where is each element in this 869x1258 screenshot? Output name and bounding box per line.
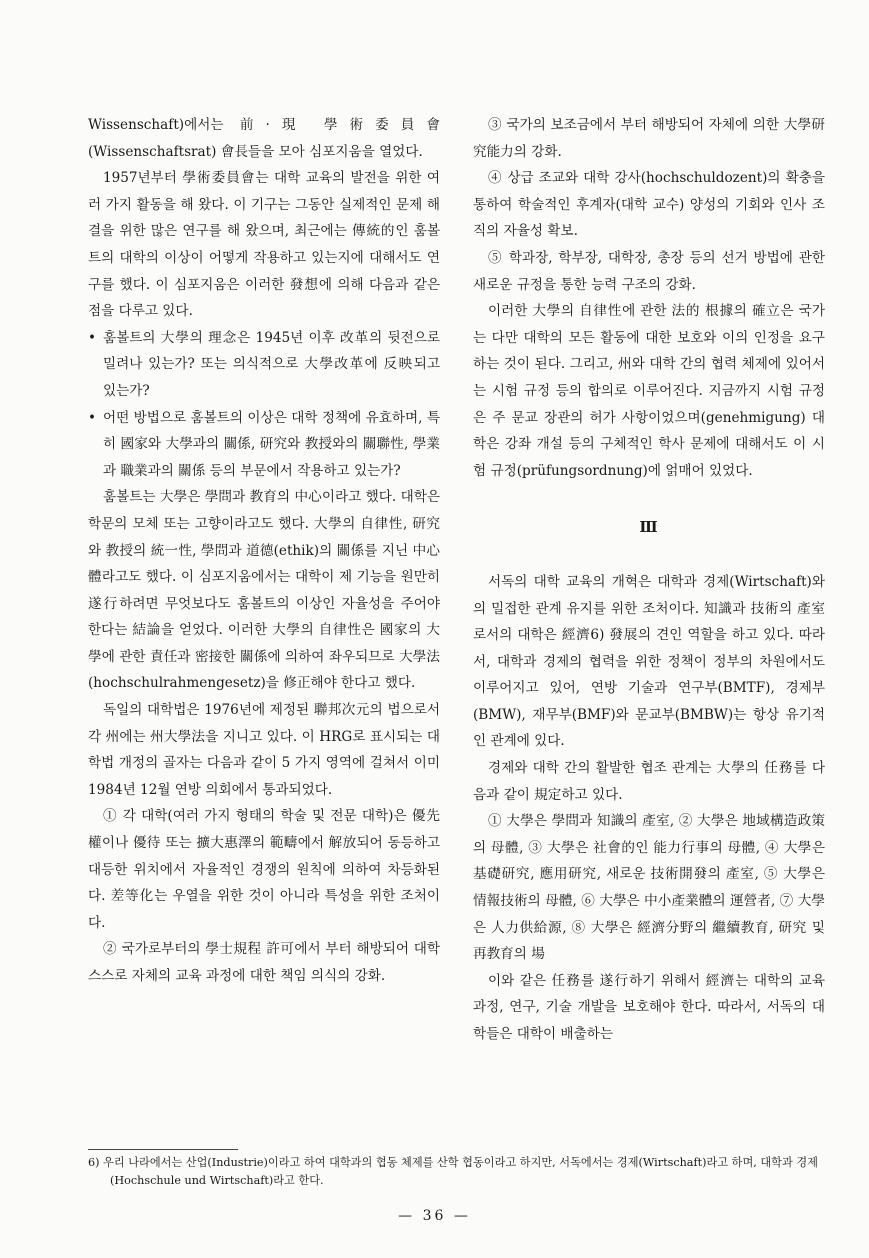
list-paragraph: ⑤ 학과장, 학부장, 대학장, 총장 등의 선거 방법에 관한 새로운 규정을 통한 능력 구조의 강화.	[473, 249, 825, 293]
footnote-divider	[88, 1149, 238, 1150]
list-paragraph: ① 大學은 學問과 知識의 產室, ② 大學은 地域構造政策의 母體, ③ 大學은 社會的인 能力行事의 母體, ④ 大學은 基礎研究, 應用研究, 새로운 技術開發의 產室, ⑤ 大學은 情報技術의 母體, ⑥ 大學은 中小產業體의 運營者, ⑦ 大學은 人力供給源, ⑧ 大學은 經濟分野의 繼續教育, 研究 및 再教育의 場	[473, 813, 825, 963]
bullet-item: • 어떤 방법으로 훔볼트의 이상은 대학 정책에 유효하며, 특히 國家와 大學과의 關係, 研究와 教授와의 關聯性, 學業과 職業과의 關係 등의 부문에서 작용하고 있는가?	[88, 405, 440, 485]
list-paragraph: ③ 국가의 보조금에서 부터 해방되어 자체에 의한 大學研究能力의 강화.	[473, 117, 825, 160]
page-number: — 36 —	[398, 1208, 471, 1224]
paragraph: 독일의 대학법은 1976년에 제정된 聯邦次元의 법으로서 각 州에는 州大學法을 지니고 있다. 이 HRG로 표시되는 대학법 개정의 골자는 다음과 같이 5 가지 영역에 걸쳐서 이미 1984년 12월 연방 의회에서 통과되었다.	[88, 702, 440, 798]
paragraph: 이러한 大學의 自律性에 관한 法的 根據의 確立은 국가는 다만 대학의 모든 활동에 대한 보호와 이의 인정을 요구하는 것이 된다. 그리고, 州와 대학 간의 협력 체제에 있어서는 시험 규정 등의 합의로 이루어진다. 지금까지 시험 규정은 주 문교 장관의 허가 사항이었으며(genehmigung) 대학은 강좌 개설 등의 구체적인 학사 문제에 대해서도 이 시험 규정(prüfungsordnung)에 얽매어 있었다.	[473, 303, 825, 479]
paragraph: 이와 같은 任務를 遂行하기 위해서 經濟는 대학의 교육 과정, 연구, 기술 개발을 보호해야 한다. 따라서, 서독의 대학들은 대학이 배출하는	[473, 972, 825, 1042]
list-paragraph: ① 각 대학(여러 가지 형태의 학술 및 전문 대학)은 優先權이나 優待 또는 擴大惠澤의 範疇에서 解放되어 동등하고 대등한 위치에서 자율적인 경쟁의 원칙에 의하여 차등화된다. 差等化는 우열을 위한 것이 아니라 특성을 위한 조처이다.	[88, 808, 440, 931]
bullet-item: • 훔볼트의 大學의 理念은 1945년 이후 改革의 뒷전으로 밀려나 있는가? 또는 의식적으로 大學改革에 反映되고 있는가?	[88, 325, 440, 405]
paragraph: 훔볼트는 大學은 學問과 教育의 中心이라고 했다. 대학은 학문의 모체 또는 고향이라고도 했다. 大學의 自律性, 研究와 教授의 統一性, 學問과 道德(ethik)의 關係를 지닌 中心體라고도 했다. 이 심포지움에서는 대학이 제 기능을 원만히 遂行하려면 무엇보다도 훔볼트의 이상인 자율성을 주어야 한다는 結論을 얻었다. 이러한 大學의 自律性은 國家의 大學에 관한 責任과 密接한 關係에 의하여 좌우되므로 大學法(hochschulrahmengesetz)을 修正해야 한다고 했다.	[88, 489, 440, 692]
right-column	[473, 112, 825, 1048]
paragraph: Wissenschaft)에서는 前·現 學術委員會(Wissenschaftsrat) 會長들을 모아 심포지움을 열었다.	[88, 117, 440, 160]
list-paragraph: ② 국가로부터의 學士規程 許可에서 부터 해방되어 대학 스스로 자체의 교육 과정에 대한 책임 의식의 강화.	[88, 941, 440, 984]
section-heading: Ⅲ	[639, 518, 659, 537]
paragraph: 1957년부터 學術委員會는 대학 교육의 발전을 위한 여러 가지 활동을 해 왔다. 이 기구는 그동안 실제적인 문제 해결을 위한 많은 연구를 해 왔으며, 최근에는 傳統的인 훔볼트의 대학의 이상이 어떻게 작용하고 있는지에 대해서도 연구를 했다. 이 심포지움은 이러한 發想에 의해 다음과 같은 점을 다루고 있다.	[88, 170, 440, 320]
footnote: 6) 우리 나라에서는 산업(Industrie)이라고 하여 대학과의 협동 체제를 산학 협동이라고 하지만, 서독에서는 경제(Wirtschaft)라고 하며, 대학과 경제(Hochschule und Wirtschaft)라고 한다.	[88, 1156, 818, 1187]
list-paragraph: ④ 상급 조교와 대학 강사(hochschuldozent)의 확충을 통하여 학술적인 후계자(대학 교수) 양성의 기회와 인사 조직의 자율성 확보.	[473, 170, 825, 240]
paragraph: 서독의 대학 교육의 개혁은 대학과 경제(Wirtschaft)와의 밀접한 관계 유지를 위한 조처이다. 知識과 技術의 產室로서의 대학은 經濟6) 發展의 견인 역할을 하고 있다. 따라서, 대학과 경제의 협력을 위한 정책이 정부의 차원에서도 이루어지고 있어, 연방 기술과 연구부(BMTF), 경제부(BMW), 재무부(BMF)와 문교부(BMBW)는 항상 유기적인 관계에 있다.	[473, 573, 825, 750]
left-column	[88, 112, 440, 990]
paragraph: 경제와 대학 간의 활발한 협조 관계는 大學의 任務를 다음과 같이 規定하고 있다.	[473, 760, 825, 803]
